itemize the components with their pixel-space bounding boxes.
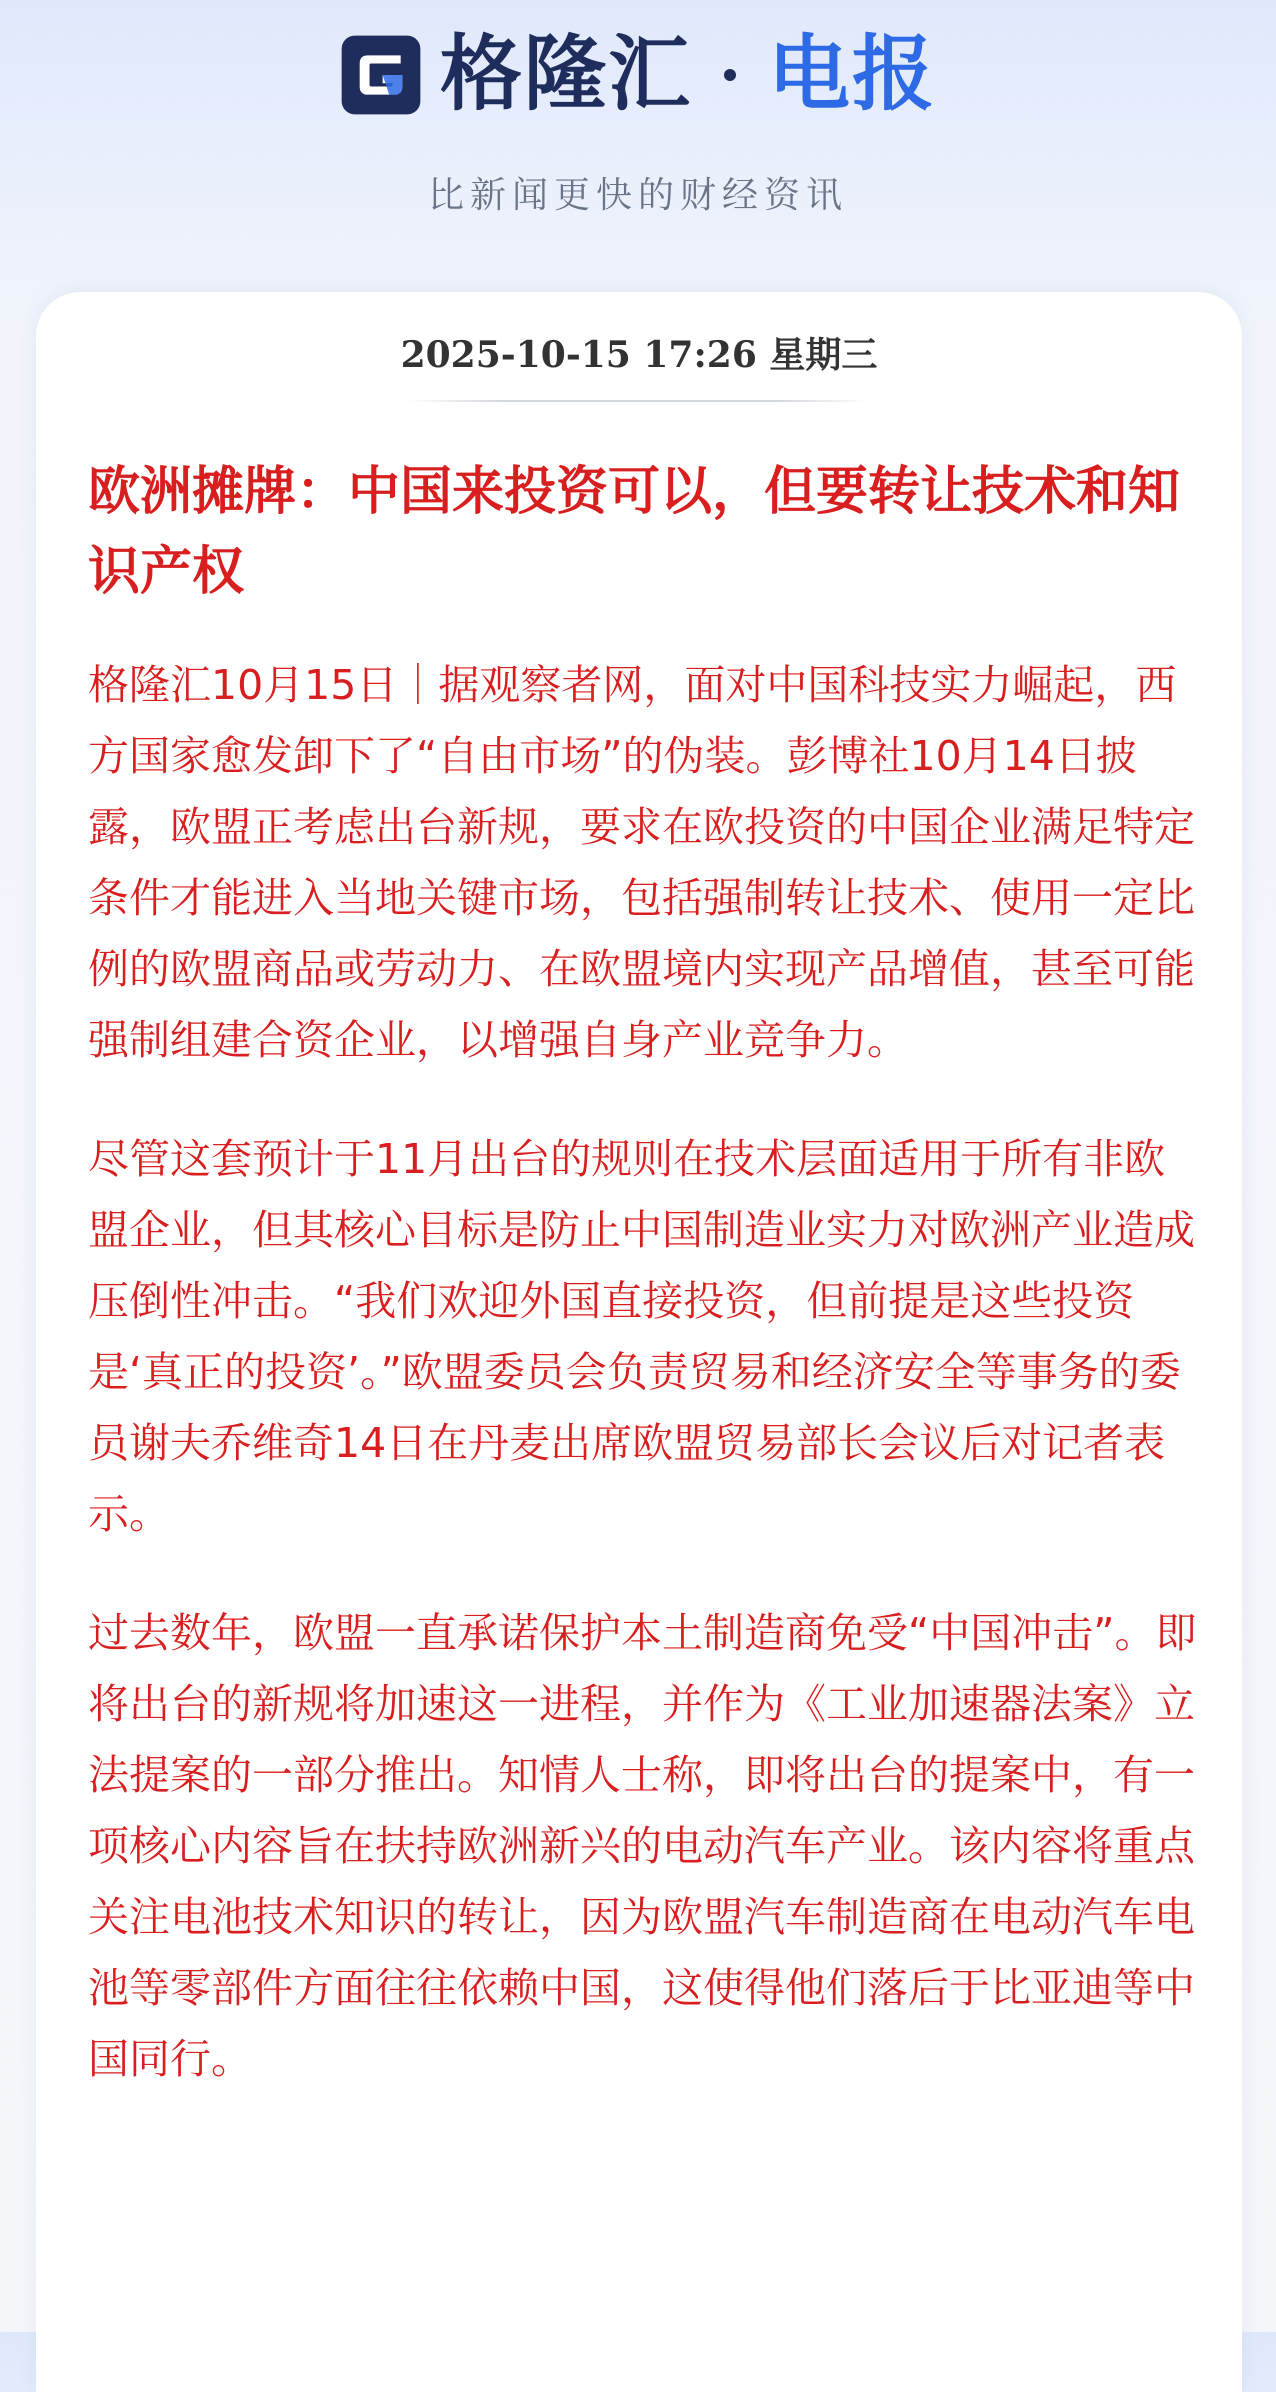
article-datetime: 2025-10-15 17:26 星期三 [400,334,878,376]
app-header [0,0,1276,300]
article-paragraph: 过去数年，欧盟一直承诺保护本土制造商免受“中国冲击”。即将出台的新规将加速这一进程，并作为《工业加速器法案》立法提案的一部分推出。知情人士称，即将出台的提案中，有一项核心内容旨在扶持欧洲新兴的电动汽车产业。该内容将重点关注电池技术知识的转让，因为欧盟汽车制造商在电动汽车电池等零部件方面往往依赖中国，这使得他们落后于比亚迪等中国同行。 [88,1609,1197,2083]
article-paragraph: 格隆汇10月15日｜据观察者网，面对中国科技实力崛起，西方国家愈发卸下了“自由市场”的伪装。彭博社10月14日披露，欧盟正考虑出台新规，要求在欧投资的中国企业满足特定条件才能进入当地关键市场，包括强制转让技术、使用一定比例的欧盟商品或劳动力、在欧盟境内实现产品增值，甚至可能强制组建合资企业，以增强自身产业竞争力。 [88,661,1195,1064]
article-card [36,292,1242,2392]
title-separator-dot [724,69,736,81]
slogan: 比新闻更快的财经资讯 [427,175,848,216]
product-name: 电报 [768,27,937,122]
brand-name: 格隆汇 [439,27,692,122]
article-paragraph: 尽管这套预计于11月出台的规则在技术层面适用于所有非欧盟企业，但其核心目标是防止中国制造业实力对欧洲产业造成压倒性冲击。“我们欢迎外国直接投资，但前提是这些投资是‘真正的投资’。”欧盟委员会负责贸易和经济安全等事务的委员谢夫乔维奇14日在丹麦出席欧盟贸易部长会议后对记者表示。 [88,1135,1195,1538]
datetime-divider [408,400,870,402]
article-title: 欧洲摊牌：中国来投资可以，但要转让技术和知识产权 [88,461,1181,602]
gelonghui-logo-icon [340,34,422,116]
article-body [88,650,1198,2143]
logo-row [0,27,1276,122]
